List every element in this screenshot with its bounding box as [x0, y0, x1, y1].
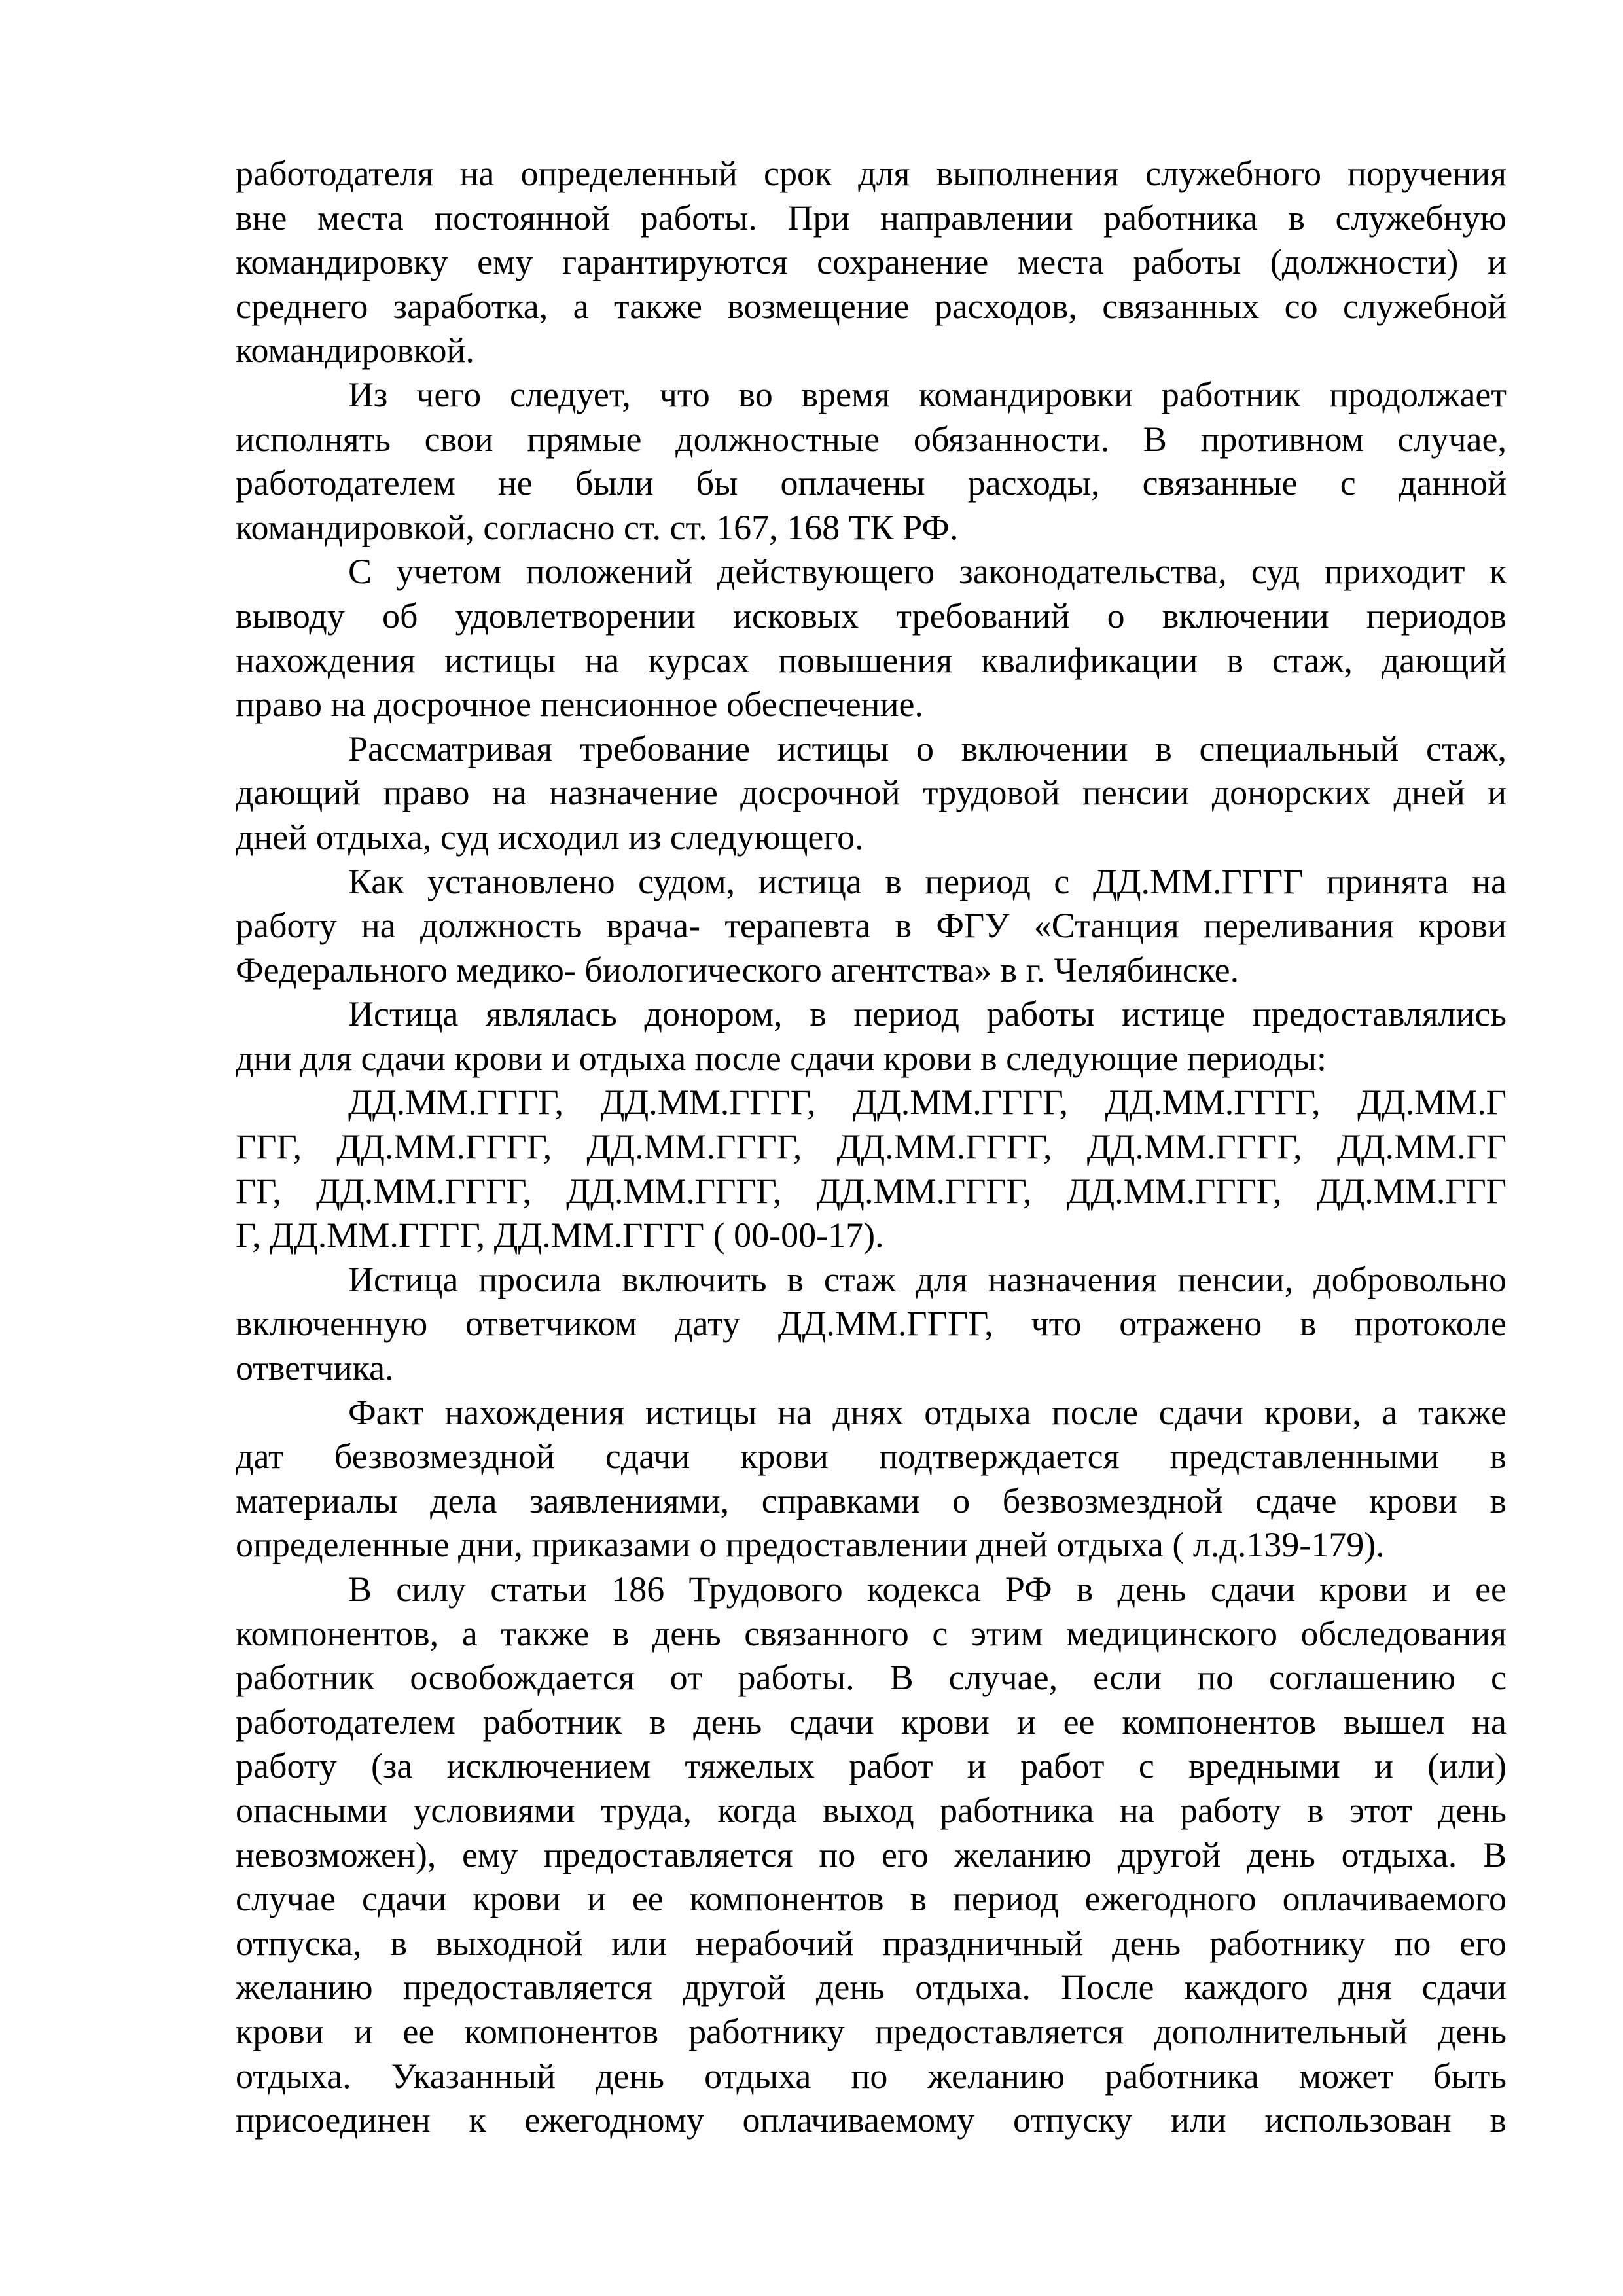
- text-line: дни для сдачи крови и отдыха после сдачи крови в следующие периоды:: [236, 1038, 1327, 1078]
- text-line: работу на должность врача- терапевта в ФГУ «Станция переливания крови: [236, 906, 1507, 946]
- text-line: исполнять свои прямые должностные обязанности. В противном случае,: [236, 419, 1507, 459]
- text-line: работодателя на определенный срок для выполнения служебного поручения: [236, 154, 1507, 193]
- text-line: ГГ, ДД.ММ.ГГГГ, ДД.ММ.ГГГГ, ДД.ММ.ГГГГ, ДД.ММ.ГГГГ, ДД.ММ.ГГГ: [236, 1171, 1507, 1211]
- text-line: Истица являлась донором, в период работы истице предоставлялись: [348, 994, 1507, 1034]
- text-line: отпуска, в выходной или нерабочий праздничный день работнику по его: [236, 1923, 1507, 1963]
- text-line: опасными условиями труда, когда выход работника на работу в этот день: [236, 1790, 1507, 1830]
- text-line: желанию предоставляется другой день отдыха. После каждого дня сдачи: [236, 1967, 1507, 2007]
- text-line: Федерального медико- биологического агентства» в г. Челябинске.: [236, 950, 1240, 990]
- text-line: право на досрочное пенсионное обеспечение.: [236, 685, 923, 725]
- text-line: дат безвозмездной сдачи крови подтверждается представленными в: [236, 1437, 1507, 1477]
- paragraph: [236, 1568, 1507, 2143]
- text-line: компонентов, а также в день связанного с этим медицинского обследования: [236, 1613, 1507, 1653]
- text-line: крови и ее компонентов работнику предоставляется дополнительный день: [236, 2011, 1507, 2051]
- text-line: определенные дни, приказами о предоставлении дней отдыха ( л.д.139-179).: [236, 1525, 1385, 1565]
- text-block: [236, 152, 1507, 2143]
- text-line: работодателем работник в день сдачи крови и ее компонентов вышел на: [236, 1702, 1507, 1742]
- paragraph: [236, 727, 1507, 860]
- text-line: командировкой, согласно ст. ст. 167, 168 ТК РФ.: [236, 507, 959, 547]
- text-line: дающий право на назначение досрочной трудовой пенсии донорских дней и: [236, 773, 1507, 813]
- text-line: Факт нахождения истицы на днях отдыха после сдачи крови, а также: [348, 1392, 1507, 1432]
- text-line: дней отдыха, суд исходил из следующего.: [236, 817, 864, 857]
- text-line: присоединен к ежегодному оплачиваемому отпуску или использован в: [236, 2100, 1507, 2140]
- text-line: В силу статьи 186 Трудового кодекса РФ в день сдачи крови и ее: [348, 1570, 1507, 1609]
- paragraph: [236, 860, 1507, 993]
- text-line: включенную ответчиком дату ДД.ММ.ГГГГ, что отражено в протоколе: [236, 1304, 1507, 1344]
- text-line: вне места постоянной работы. При направлении работника в служебную: [236, 198, 1507, 238]
- text-line: отдыха. Указанный день отдыха по желанию работника может быть: [236, 2056, 1507, 2096]
- text-line: ответчика.: [236, 1348, 394, 1388]
- paragraph: [236, 1258, 1507, 1391]
- text-line: командировкой.: [236, 331, 474, 370]
- text-line: ДД.ММ.ГГГГ, ДД.ММ.ГГГГ, ДД.ММ.ГГГГ, ДД.ММ.ГГГГ, ДД.ММ.Г: [348, 1083, 1507, 1122]
- paragraph: [236, 1081, 1507, 1257]
- text-line: невозможен), ему предоставляется по его желанию другой день отдыха. В: [236, 1835, 1507, 1874]
- paragraph: [236, 152, 1507, 373]
- text-line: выводу об удовлетворении исковых требований о включении периодов: [236, 596, 1507, 636]
- text-line: работник освобождается от работы. В случае, если по соглашению с: [236, 1658, 1507, 1698]
- text-line: командировку ему гарантируются сохранение места работы (должности) и: [236, 242, 1507, 282]
- paragraph: [236, 550, 1507, 726]
- paragraph: [236, 1391, 1507, 1568]
- text-line: случае сдачи крови и ее компонентов в период ежегодного оплачиваемого: [236, 1879, 1507, 1919]
- paragraph: [236, 373, 1507, 550]
- text-line: работодателем не были бы оплачены расходы, связанные с данной: [236, 463, 1507, 503]
- text-line: среднего заработка, а также возмещение расходов, связанных со служебной: [236, 286, 1507, 326]
- text-line: Истица просила включить в стаж для назначения пенсии, добровольно: [348, 1259, 1507, 1299]
- text-line: Из чего следует, что во время командировки работник продолжает: [348, 374, 1507, 414]
- text-line: С учетом положений действующего законодательства, суд приходит к: [348, 552, 1507, 592]
- text-line: Г, ДД.ММ.ГГГГ, ДД.ММ.ГГГГ ( 00-00-17).: [236, 1215, 884, 1255]
- text-line: работу (за исключением тяжелых работ и работ с вредными и (или): [236, 1746, 1507, 1786]
- paragraph: [236, 992, 1507, 1081]
- text-line: материалы дела заявлениями, справками о безвозмездной сдаче крови в: [236, 1480, 1507, 1520]
- text-line: Как установлено судом, истица в период с ДД.ММ.ГГГГ принята на: [348, 861, 1507, 901]
- text-line: нахождения истицы на курсах повышения квалификации в стаж, дающий: [236, 640, 1507, 680]
- text-line: Рассматривая требование истицы о включении в специальный стаж,: [348, 728, 1507, 768]
- text-line: ГГГ, ДД.ММ.ГГГГ, ДД.ММ.ГГГГ, ДД.ММ.ГГГГ, ДД.ММ.ГГГГ, ДД.ММ.ГГ: [236, 1127, 1507, 1167]
